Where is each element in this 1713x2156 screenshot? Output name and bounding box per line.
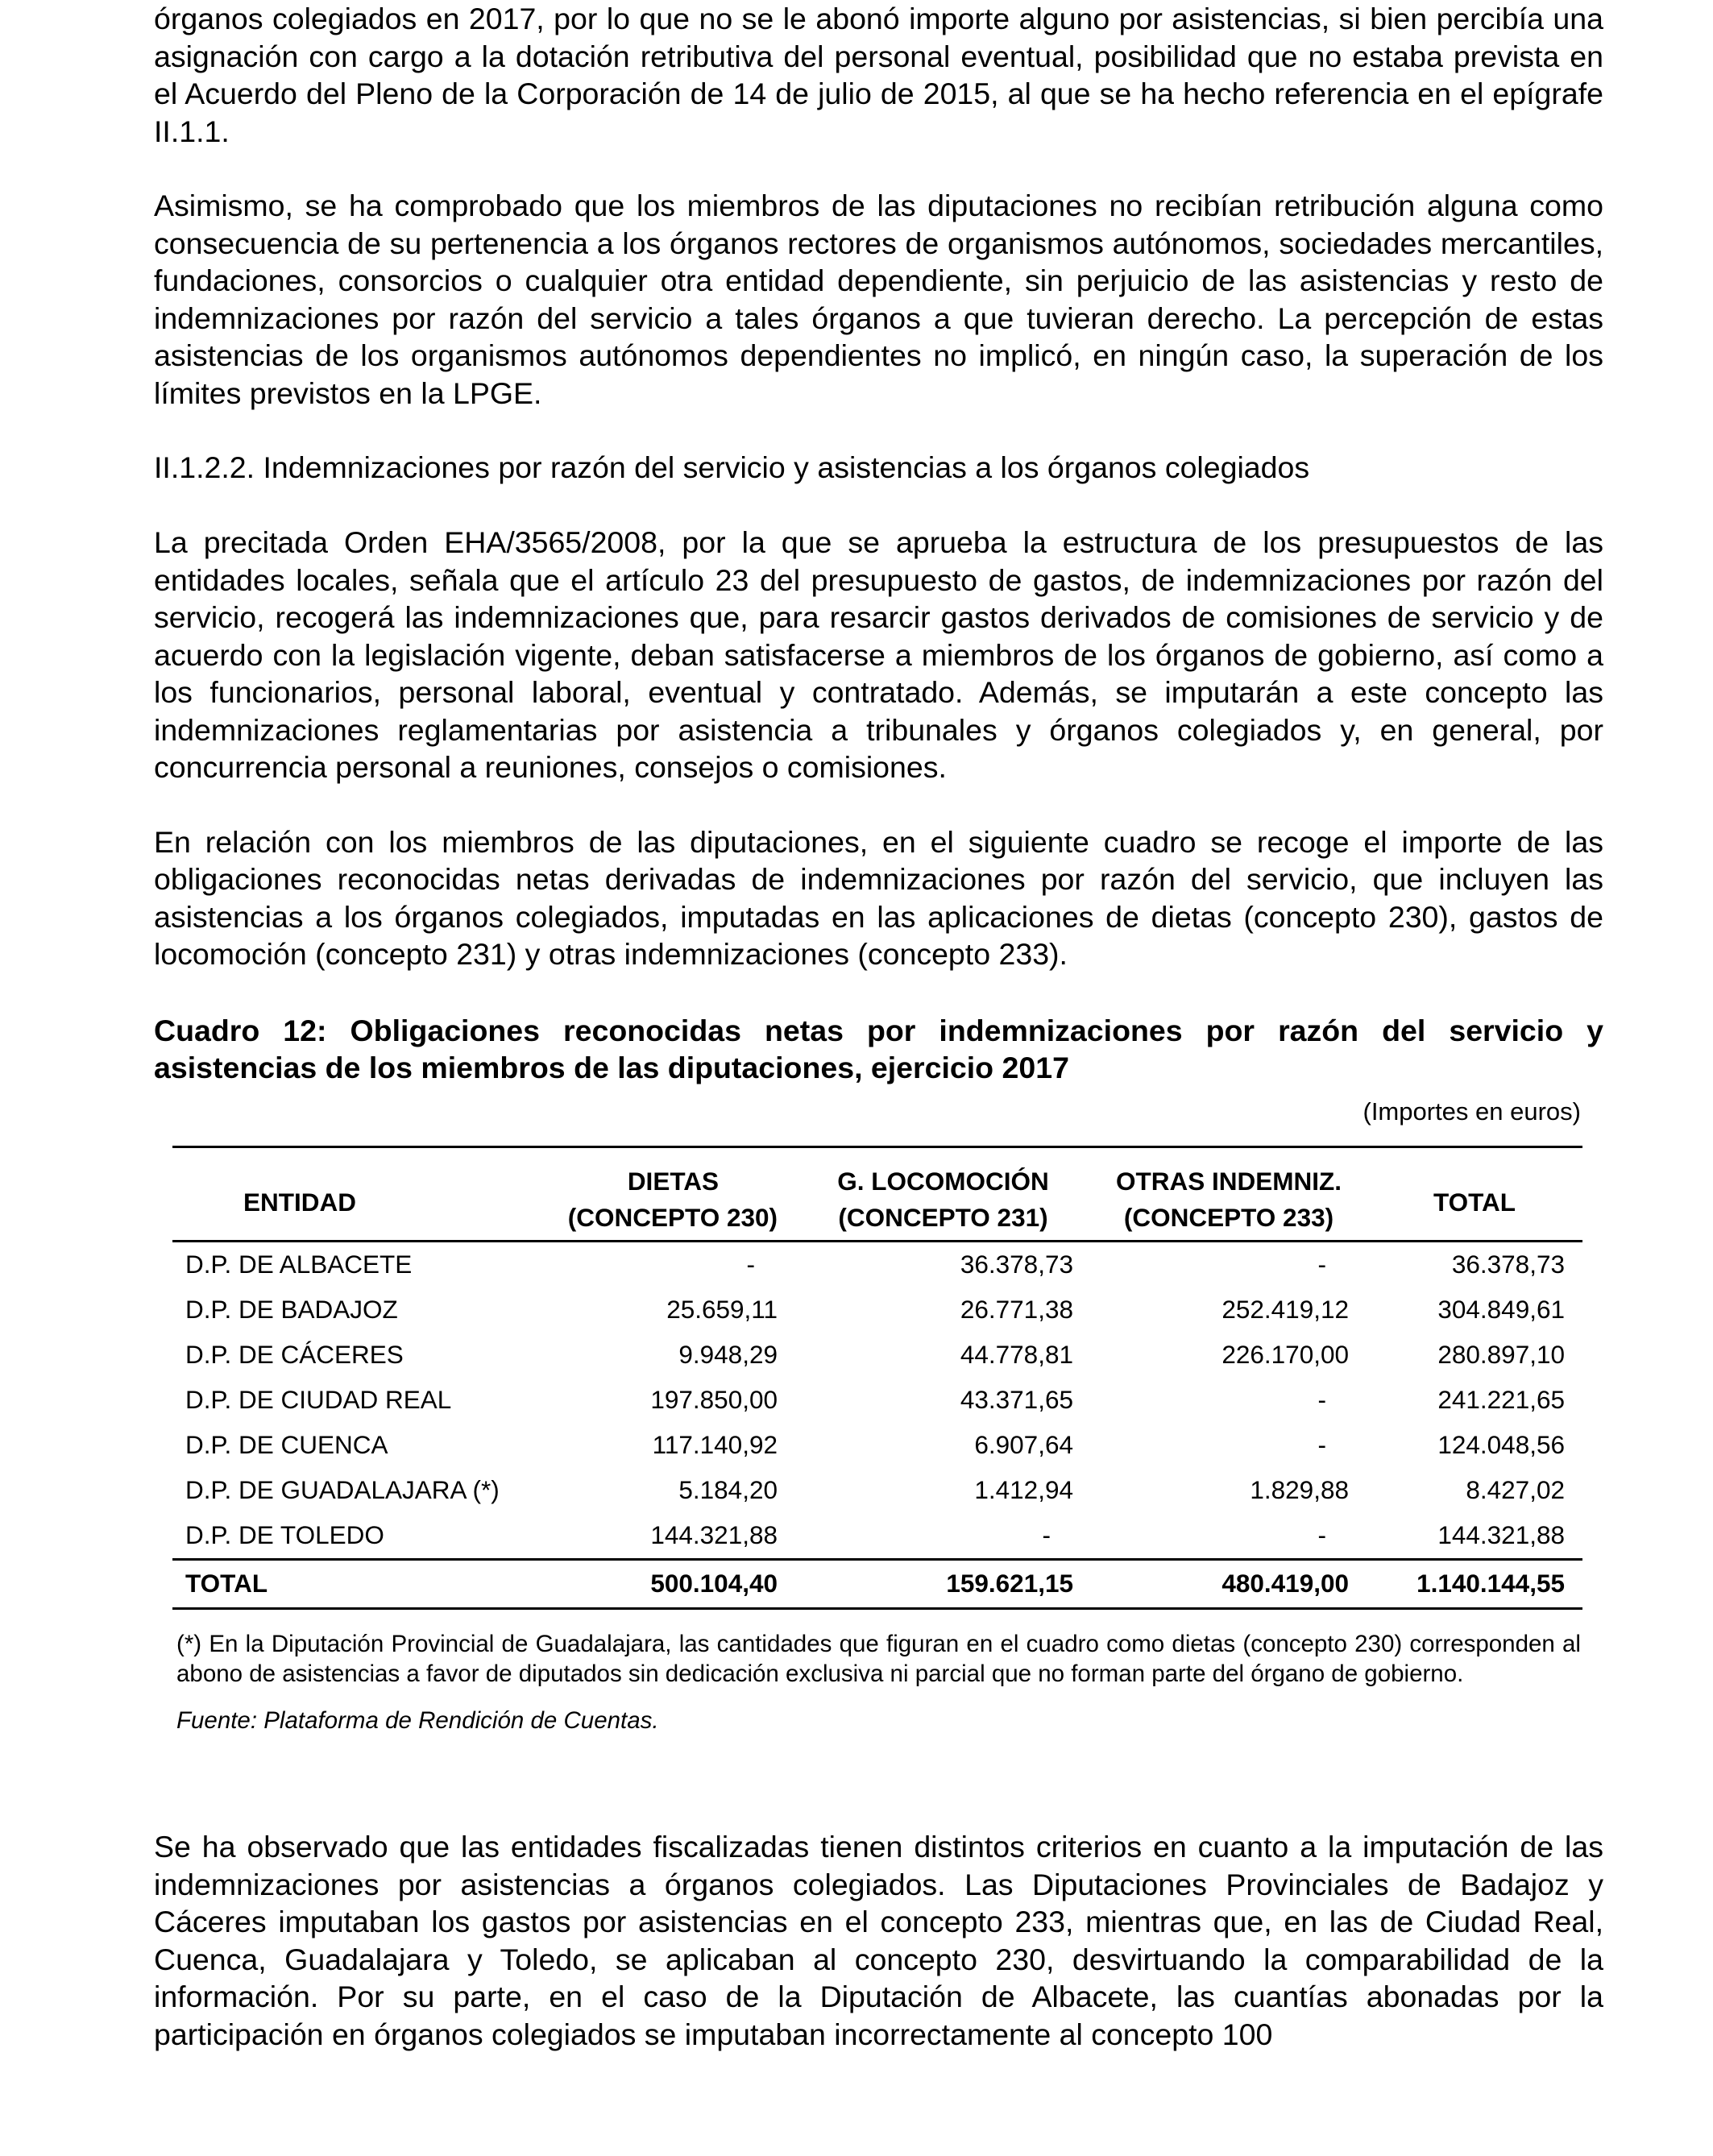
cell-otras: 226.170,00 (1221, 1340, 1349, 1369)
cell-dietas: 117.140,92 (652, 1430, 778, 1459)
header-locomocion-concepto: (CONCEPTO 231) (838, 1203, 1048, 1232)
cell-entidad: D.P. DE GUADALAJARA (*) (185, 1475, 500, 1504)
table-header (172, 1146, 1582, 1241)
header-locomocion: G. LOCOMOCIÓN (837, 1167, 1049, 1196)
cell-locomocion: 6.907,64 (974, 1430, 1073, 1459)
cell-otras: - (1317, 1520, 1326, 1549)
cell-total: 36.378,73 (1451, 1250, 1565, 1279)
table-row (172, 1468, 1582, 1513)
cell-locomocion: 44.778,81 (960, 1340, 1073, 1369)
table-row (172, 1287, 1582, 1333)
table-row (172, 1241, 1582, 1287)
table-row (172, 1378, 1582, 1423)
table-note: (*) En la Diputación Provincial de Guadalajara, las cantidades que figuran en el cuadro como dietas (concepto 230) corresponden al abono de asistencias a favor de diputados sin dedicación exclusiva ni parcial que no forman parte del órgano de gobierno. (176, 1630, 1581, 1687)
cuadro-12-table (172, 1146, 1582, 1610)
cell-dietas: 9.948,29 (678, 1340, 778, 1369)
cell-entidad: D.P. DE CÁCERES (185, 1340, 404, 1369)
cell-locomocion: 1.412,94 (974, 1475, 1073, 1504)
paragraph-orden-eha: La precitada Orden EHA/3565/2008, por la que se aprueba la estructura de los presupuestos de las entidades locales, señala que el artículo 23 del presupuesto de gastos, de indemnizaciones por razón del servicio, recogerá las indemnizaciones que, para resarcir gastos derivados de comisiones de servicio y de acuerdo con la legislación vigente, deban satisfacerse a miembros de los órganos de gobierno, así como a los funcionarios, personal laboral, eventual y contratado. Además, se imputarán a este concepto las indemnizaciones reglamentarias por asistencia a tribunales y órganos colegiados y, en general, por concurrencia personal a reuniones, consejos o comisiones. (154, 525, 1603, 784)
document-content (154, 0, 1603, 2053)
cell-total: 280.897,10 (1437, 1340, 1565, 1369)
cell-otras: 1.829,88 (1250, 1475, 1349, 1504)
cell-entidad: D.P. DE TOLEDO (185, 1520, 384, 1549)
table-source: Fuente: Plataforma de Rendición de Cuentas. (176, 1706, 659, 1734)
table-caption: Cuadro 12: Obligaciones reconocidas netas por indemnizaciones por razón del servicio y asistencias de los miembros de las diputaciones, ejercicio 2017 (154, 1013, 1603, 1084)
cell-entidad: D.P. DE BADAJOZ (185, 1295, 398, 1324)
cell-dietas: 5.184,20 (678, 1475, 778, 1504)
paragraph-asimismo: Asimismo, se ha comprobado que los miembros de las diputaciones no recibían retribución alguna como consecuencia de su pertenencia a los órganos rectores de organismos autónomos, sociedades mercantiles, fundaciones, consorcios o cualquier otra entidad dependiente, sin perjuicio de las asistencias y resto de indemnizaciones por razón del servicio a tales órganos a que tuvieran derecho. La percepción de estas asistencias de los organismos autónomos dependientes no implicó, en ningún caso, la superación de los límites previstos en la LPGE. (154, 189, 1603, 410)
cell-entidad: TOTAL (172, 1559, 539, 1608)
cell-dietas: 144.321,88 (650, 1520, 778, 1549)
header-total: TOTAL (1433, 1188, 1516, 1217)
cell-total: 1.140.144,55 (1367, 1559, 1582, 1608)
header-dietas-concepto: (CONCEPTO 230) (567, 1203, 778, 1232)
paragraph-organos-colegiados: órganos colegiados en 2017, por lo que no se le abonó importe alguno por asistencias, si bien percibía una asignación con cargo a la dotación retributiva del personal eventual, posibilidad que no estaba prevista en el Acuerdo del Pleno de la Corporación de 14 de julio de 2015, al que se ha hecho referencia en el epígrafe II.1.1. (154, 2, 1603, 148)
cell-total: 124.048,56 (1437, 1430, 1565, 1459)
table-total-row (172, 1559, 1582, 1608)
cell-entidad: D.P. DE CIUDAD REAL (185, 1385, 452, 1414)
paragraph-criterios-imputacion: Se ha observado que las entidades fiscalizadas tienen distintos criterios en cuanto a la imputación de las indemnizaciones por asistencias a órganos colegiados. Las Diputaciones Provinciales de Badajoz y Cáceres imputaban los gastos por asistencias en el concepto 233, mientras que, en las de Ciudad Real, Cuenca, Guadalajara y Toledo, se aplicaban al concepto 230, desvirtuando la comparabilidad de la información. Por su parte, en el caso de la Diputación de Albacete, las cuantías abonadas por la participación en órganos colegiados se imputaban incorrectamente al concepto 100 (154, 1830, 1603, 2051)
cell-otras: - (1317, 1385, 1326, 1414)
header-entidad: ENTIDAD (243, 1188, 356, 1217)
cell-total: 144.321,88 (1437, 1520, 1565, 1549)
table-row (172, 1333, 1582, 1378)
cell-locomocion: 159.621,15 (795, 1559, 1091, 1608)
cell-dietas: 500.104,40 (539, 1559, 795, 1608)
cell-locomocion: 43.371,65 (960, 1385, 1073, 1414)
header-otras: OTRAS INDEMNIZ. (1116, 1167, 1342, 1196)
cell-dietas: 25.659,11 (666, 1295, 778, 1324)
cell-otras: 480.419,00 (1091, 1559, 1367, 1608)
cell-entidad: D.P. DE ALBACETE (185, 1250, 413, 1279)
cell-total: 8.427,02 (1466, 1475, 1565, 1504)
cell-otras: - (1317, 1250, 1326, 1279)
header-otras-concepto: (CONCEPTO 233) (1123, 1203, 1334, 1232)
table-body (172, 1241, 1582, 1608)
section-heading: II.1.2.2. Indemnizaciones por razón del servicio y asistencias a los órganos colegiados (154, 450, 1310, 484)
cell-entidad: D.P. DE CUENCA (185, 1430, 388, 1459)
cell-otras: - (1317, 1430, 1326, 1459)
header-dietas: DIETAS (627, 1167, 719, 1196)
cell-total: 241.221,65 (1437, 1385, 1565, 1414)
cell-dietas: - (746, 1250, 755, 1279)
cell-locomocion: - (1042, 1520, 1051, 1549)
cell-locomocion: 26.771,38 (960, 1295, 1073, 1324)
cell-total: 304.849,61 (1437, 1295, 1565, 1324)
cell-otras: 252.419,12 (1221, 1295, 1349, 1324)
table-row (172, 1423, 1582, 1468)
paragraph-relacion-miembros: En relación con los miembros de las diputaciones, en el siguiente cuadro se recoge el importe de las obligaciones reconocidas netas derivadas de indemnizaciones por razón del servicio, que incluyen las asistencias a los órganos colegiados, imputadas en las aplicaciones de dietas (concepto 230), gastos de locomoción (concepto 231) y otras indemnizaciones (concepto 233). (154, 824, 1603, 971)
cell-locomocion: 36.378,73 (960, 1250, 1073, 1279)
cell-dietas: 197.850,00 (650, 1385, 778, 1414)
table-row (172, 1513, 1582, 1560)
table-units: (Importes en euros) (1363, 1097, 1581, 1126)
